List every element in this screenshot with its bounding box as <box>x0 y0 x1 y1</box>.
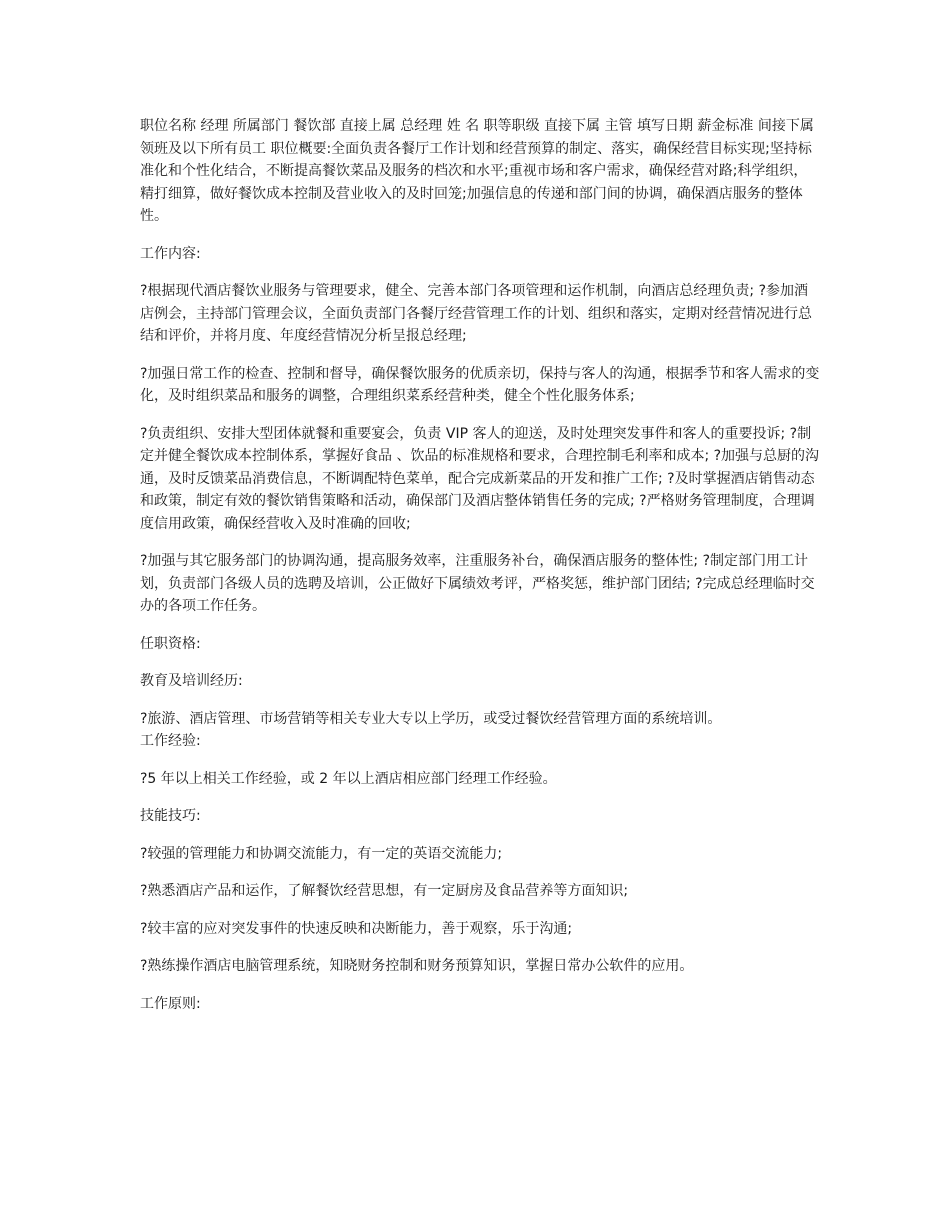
skills-paragraph: ?较丰富的应对突发事件的快速反映和决断能力，善于观察，乐于沟通; <box>140 920 573 937</box>
skills-paragraph: ?熟悉酒店产品和运作，了解餐饮经营思想，有一定厨房及食品营养等方面知识; <box>140 883 629 899</box>
experience-paragraph: ?5 年以上相关工作经验，或 2 年以上酒店相应部门经理工作经验。 <box>140 770 557 787</box>
section-heading-work-content: 工作内容: <box>140 245 201 262</box>
section-heading-work-principles: 工作原则: <box>140 995 201 1012</box>
section-heading-experience: 工作经验: <box>140 733 201 749</box>
job-summary-paragraph: 职位名称 经理 所属部门 餐饮部 直接上属 总经理 姓 名 职等职级 直接下属 主管 填写日期 薪金标准 间接下属 领班及以下所有员工 职位概要:全面负责各餐厅工作计划和经营预算的制定、落实，确保经营目标实现;坚持标准化和个性化结合，不断提高餐饮菜品及服务的档次和水平;重视市场和客户需求，确保经营对路;科学组织，精打细算，做好餐饮成本控制及营业收入的及时回笼;加强信息的传递和部门间的协调，确保酒店服务的整体性。 <box>140 118 814 224</box>
work-content-paragraph: ?加强日常工作的检查、控制和督导，确保餐饮服务的优质亲切，保持与客人的沟通，根据季节和客人需求的变化，及时组织菜品和服务的调整，合理组织菜系经营种类，健全个性化服务体系; <box>140 365 820 404</box>
section-heading-qualifications: 任职资格: <box>140 635 201 652</box>
section-heading-education: 教育及培训经历: <box>140 673 243 689</box>
education-paragraph: ?旅游、酒店管理、市场营销等相关专业大专以上学历，或受过餐饮经营管理方面的系统培训。 <box>140 710 722 727</box>
document-body <box>140 115 820 1030</box>
work-content-paragraph: ?加强与其它服务部门的协调沟通，提高服务效率，注重服务补台，确保酒店服务的整体性; ?制定部门用工计划，负责部门各级人员的选聘及培训，公正做好下属绩效考评，严格奖惩，维护部门团结; ?完成总经理临时交办的各项工作任务。 <box>140 553 815 614</box>
work-content-paragraph: ?根据现代酒店餐饮业服务与管理要求，健全、完善本部门各项管理和运作机制，向酒店总经理负责; ?参加酒店例会，主持部门管理会议，全面负责部门各餐厅经营管理工作的计划、组织和落实，定期对经营情况进行总结和评价，并将月度、年度经营情况分析呈报总经理; <box>140 283 812 344</box>
skills-paragraph: ?熟练操作酒店电脑管理系统，知晓财务控制和财务预算知识，掌握日常办公软件的应用。 <box>140 958 694 974</box>
section-heading-skills: 技能技巧: <box>140 808 201 824</box>
work-content-paragraph: ?负责组织、安排大型团体就餐和重要宴会，负责 VIP 客人的迎送，及时处理突发事件和客人的重要投诉; ?制定并健全餐饮成本控制体系，掌握好食品 、饮品的标准规格和要求，合理控制毛利率和成本; ?加强与总厨的沟通，及时反馈菜品消费信息，不断调配特色菜单，配合完成新菜品的开发和推广工作; ?及时掌握酒店销售动态和政策，制定有效的餐饮销售策略和活动，确保部门及酒店整体销售任务的完成; ?严格财务管理制度，合理调度信用政策，确保经营收入及时准确的回收; <box>140 425 820 532</box>
skills-paragraph: ?较强的管理能力和协调交流能力，有一定的英语交流能力; <box>140 845 503 862</box>
